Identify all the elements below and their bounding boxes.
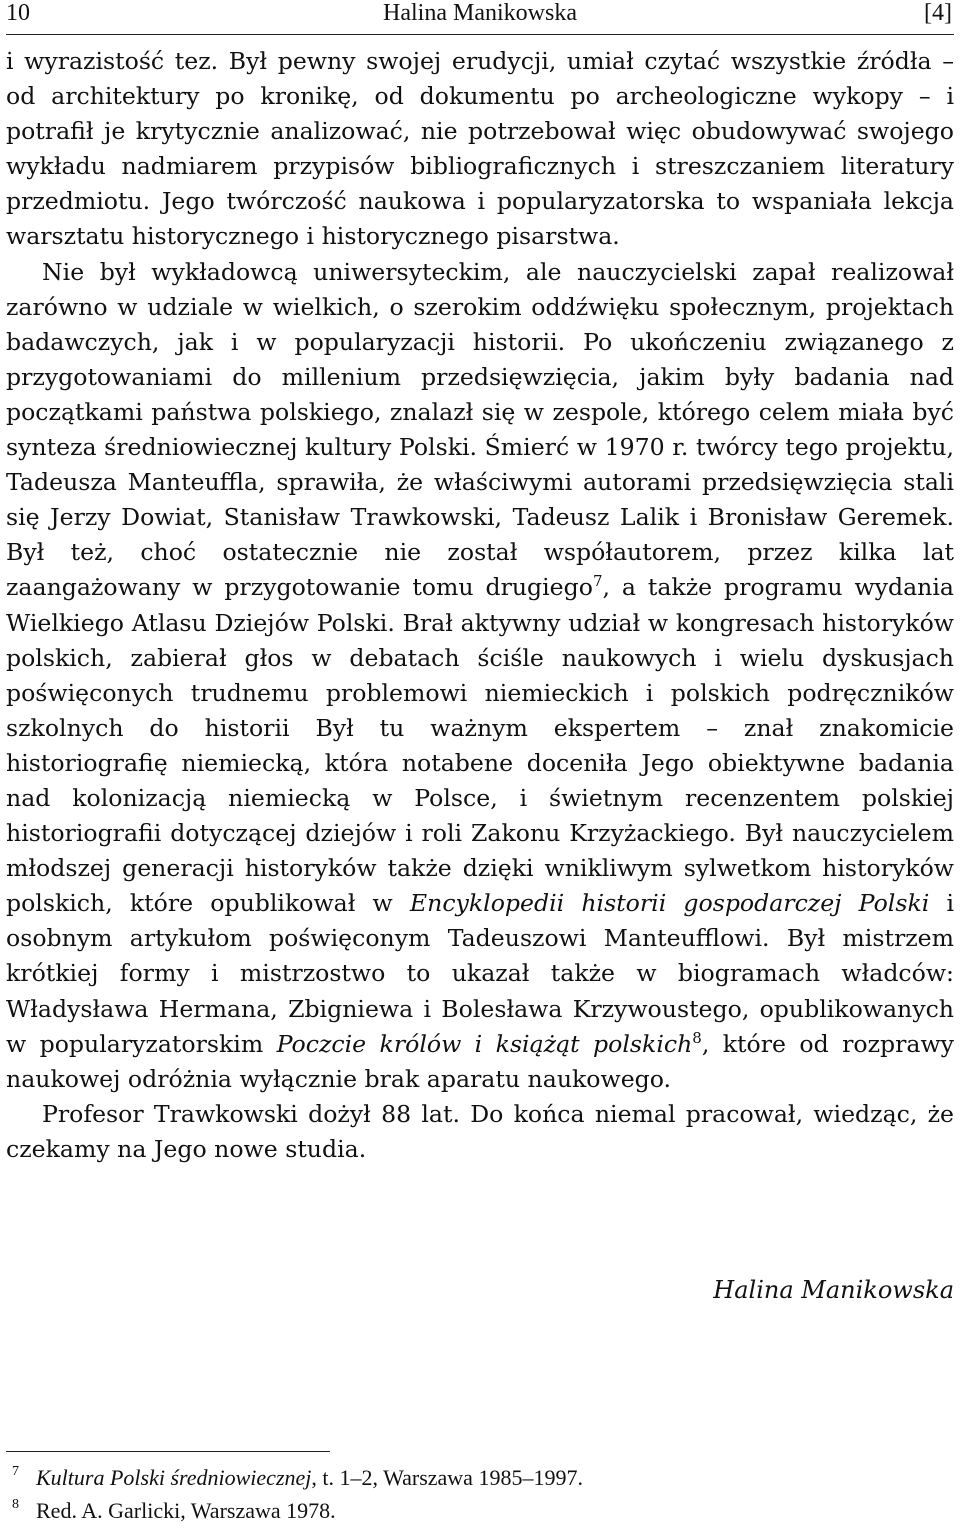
footnote-text: Red. A. Garlicki, Warszawa 1978. [36, 1498, 336, 1523]
paragraph [6, 1097, 954, 1167]
footnote [12, 1497, 336, 1525]
author-signature: Halina Manikowska [713, 1276, 954, 1304]
footnote-rule [6, 1451, 330, 1452]
paragraph-text: Profesor Trawkowski dożył 88 lat. Do końca niemal pracował, wiedząc, że czekamy na Jego nowe studia. [6, 1099, 954, 1163]
cited-title: Encyklopedii historii gospodarczej Polski [409, 889, 930, 918]
running-header [6, 0, 954, 30]
footnote-text: , t. 1–2, Warszawa 1985–1997. [311, 1465, 583, 1490]
paragraph-text: Nie był wykładowcą uniwersyteckim, ale nauczycielski zapał realizował zarówno w udziale w wielkich, o szerokim oddźwięku społecznym, projektach badawczych, jak i w popularyzacji historii. Po ukończeniu związanego z przygotowaniami do millenium przedsięwzięcia, jakim były badania nad początkami państwa polskiego, znalazł się w zespole, którego celem miała być synteza średniowiecznej kultury Polski. Śmierć w 1970 r. twórcy tego projektu, Tadeusza Manteuffla, sprawiła, że właściwymi autorami przedsięwzięcia stali się Jerzy Dowiat, Stanisław Trawkowski, Tadeusz Lalik i Bronisław Geremek. Był też, choć ostatecznie nie został współautorem, przez kilka lat zaangażowany w przygotowanie tomu drugiego [6, 257, 954, 602]
article-body [6, 44, 954, 1167]
header-rule [6, 34, 954, 35]
paragraph-text: i wyrazistość tez. Był pewny swojej erudycji, umiał czytać wszystkie źródła – od architektury po kronikę, od dokumentu po archeologiczne wykopy – i potrafił je krytycznie analizować, nie potrzebował więc obudowywać swojego wykładu nadmiarem przypisów bibliograficznych i streszczaniem literatury przedmiotu. Jego twórczość naukowa i popularyzatorska to wspaniała lekcja warsztatu historycznego i historycznego pisarstwa. [6, 47, 954, 251]
page-number: 10 [6, 0, 30, 26]
footnote-ref[interactable]: 7 [592, 572, 603, 591]
section-marker: [4] [924, 0, 952, 26]
paragraph-text: , które od rozprawy naukowej odróżnia wyłącznie brak aparatu naukowego. [6, 1029, 954, 1093]
paragraph-text: i osobnym artykułom poświęconym Tadeuszowi Manteufflowi. Był mistrzem krótkiej formy i mistrzostwo to ukazał także w biogramach władców: Władysława Hermana, Zbigniewa i Bolesława Krzywoustego, opublikowanych w popularyzatorskim [6, 889, 955, 1058]
footnote-title: Kultura Polski średniowiecznej [36, 1465, 312, 1490]
paragraph-text: , a także programu wydania Wielkiego Atlasu Dziejów Polski. Brał aktywny udział w kongresach historyków polskich, zabierał głos w debatach ściśle naukowych i wielu dyskusjach poświęconych trudnemu problemowi niemieckich i polskich podręczników szkolnych do historii Był tu ważnym ekspertem – znał znakomicie historiografię niemiecką, która notabene doceniła Jego obiektywne badania nad kolonizacją niemiecką w Polsce, i świetnym recenzentem polskiej historiografii dotyczącej dziejów i roli Zakonu Krzyżackiego. Był nauczycielem młodszej generacji historyków także dzięki wnikliwym sylwetkom historyków polskich, które opublikował w [6, 573, 954, 918]
paragraph [6, 44, 954, 255]
footnote [12, 1464, 583, 1492]
footnote-ref[interactable]: 8 [692, 1028, 702, 1047]
running-header-author: Halina Manikowska [383, 0, 577, 26]
footnote-marker: 8 [12, 1497, 19, 1512]
document-page [6, 0, 954, 1528]
cited-title: Poczcie królów i książąt polskich [276, 1029, 693, 1058]
paragraph [6, 255, 954, 1097]
footnote-marker: 7 [12, 1464, 19, 1479]
